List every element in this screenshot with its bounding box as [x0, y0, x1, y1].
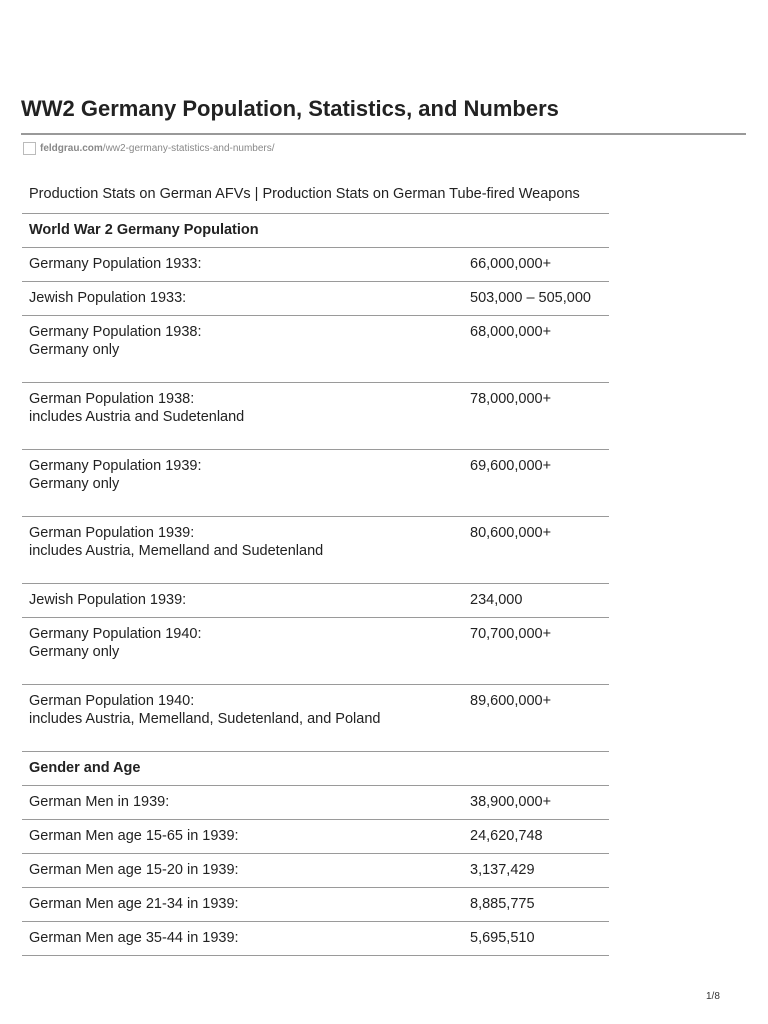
stat-value: 234,000: [463, 583, 609, 617]
stat-label-cell: [22, 617, 463, 684]
source-url[interactable]: [23, 140, 275, 156]
stat-label-cell: [22, 315, 463, 382]
stat-value: 38,900,000+: [463, 785, 609, 819]
table-row: [22, 921, 609, 955]
table-row: [22, 382, 609, 449]
population-stats-table: [22, 178, 609, 956]
stat-label-cell: [22, 516, 463, 583]
stat-sublabel: Germany only: [29, 475, 120, 492]
stat-label-cell: [22, 684, 463, 751]
stat-value: 503,000 – 505,000: [463, 281, 609, 315]
stat-label-cell: [22, 382, 463, 449]
stat-value: 68,000,000+: [463, 315, 609, 382]
stat-value: 78,000,000+: [463, 382, 609, 449]
table-row: [22, 853, 609, 887]
table-row: [22, 281, 609, 315]
stat-label: Germany Population 1939:: [29, 457, 202, 474]
stat-value: 3,137,429: [463, 853, 609, 887]
stat-label: German Men age 15-65 in 1939:: [29, 827, 239, 844]
stat-label: German Population 1938:: [29, 390, 195, 407]
intro-row: [22, 178, 609, 213]
source-domain: feldgrau.com: [40, 142, 103, 154]
stat-label: German Population 1940:: [29, 692, 195, 709]
table-row: [22, 449, 609, 516]
table-row: [22, 887, 609, 921]
table-row: [22, 785, 609, 819]
stats-table-body: [22, 178, 609, 955]
page-title: WW2 Germany Population, Statistics, and Numbers: [21, 96, 559, 121]
stat-label-cell: [22, 785, 463, 819]
table-row: [22, 684, 609, 751]
section-header-row: [22, 213, 609, 247]
table-row: [22, 819, 609, 853]
section-heading: World War 2 Germany Population: [22, 213, 609, 247]
stat-label-cell: [22, 583, 463, 617]
stat-label: German Men age 35-44 in 1939:: [29, 929, 239, 946]
stat-label: German Men age 21-34 in 1939:: [29, 895, 239, 912]
stat-value: 8,885,775: [463, 887, 609, 921]
table-row: [22, 247, 609, 281]
stat-sublabel: includes Austria and Sudetenland: [29, 408, 245, 425]
stat-value: 80,600,000+: [463, 516, 609, 583]
stat-label-cell: [22, 819, 463, 853]
stat-label: Germany Population 1938:: [29, 323, 202, 340]
stat-label-cell: [22, 887, 463, 921]
stat-label-cell: [22, 853, 463, 887]
table-row: [22, 617, 609, 684]
stat-label-cell: [22, 247, 463, 281]
source-path: /ww2-germany-statistics-and-numbers/: [102, 142, 275, 154]
stat-label: Germany Population 1940:: [29, 625, 202, 642]
stat-label-cell: [22, 921, 463, 955]
stat-value: 5,695,510: [463, 921, 609, 955]
page-number: 1/8: [706, 991, 720, 1002]
stat-label: Germany Population 1933:: [29, 255, 202, 272]
intro-links[interactable]: Production Stats on German AFVs | Production Stats on German Tube-fired Weapons: [22, 178, 609, 213]
stat-value: 89,600,000+: [463, 684, 609, 751]
stat-label: German Men in 1939:: [29, 793, 170, 810]
stat-value: 70,700,000+: [463, 617, 609, 684]
stat-value: 66,000,000+: [463, 247, 609, 281]
stat-label: German Population 1939:: [29, 524, 195, 541]
stat-label: Jewish Population 1933:: [29, 289, 187, 306]
table-row: [22, 315, 609, 382]
table-row: [22, 516, 609, 583]
section-heading: Gender and Age: [22, 751, 609, 785]
favicon-icon: [23, 142, 36, 155]
stat-sublabel: includes Austria, Memelland and Sudetenland: [29, 542, 324, 559]
stat-sublabel: Germany only: [29, 643, 120, 660]
stat-label: Jewish Population 1939:: [29, 591, 187, 608]
stat-label-cell: [22, 449, 463, 516]
stat-label-cell: [22, 281, 463, 315]
stat-value: 24,620,748: [463, 819, 609, 853]
table-row: [22, 583, 609, 617]
stat-sublabel: Germany only: [29, 341, 120, 358]
title-divider: [21, 133, 746, 135]
section-header-row: [22, 751, 609, 785]
stat-sublabel: includes Austria, Memelland, Sudetenland, and Poland: [29, 710, 381, 727]
stat-value: 69,600,000+: [463, 449, 609, 516]
stat-label: German Men age 15-20 in 1939:: [29, 861, 239, 878]
